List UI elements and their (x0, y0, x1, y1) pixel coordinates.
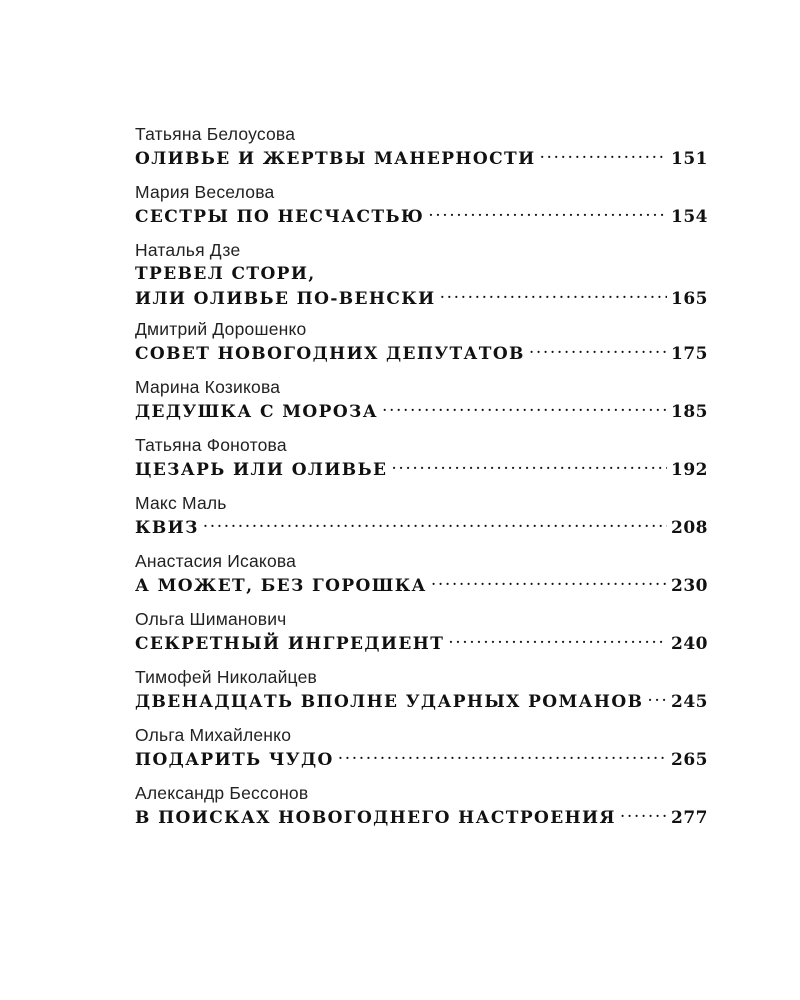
toc-title-line[interactable] (135, 805, 708, 831)
dot-leader (620, 806, 667, 823)
dot-leader (203, 516, 667, 533)
toc-entry (135, 375, 708, 433)
toc-author: Анастасия Исакова (135, 551, 297, 571)
toc-page-number: 240 (671, 634, 708, 654)
toc-page-number: 208 (671, 518, 708, 538)
toc-title-line[interactable] (135, 286, 708, 312)
toc-entry (135, 491, 708, 549)
toc-title: КВИЗ (135, 518, 199, 538)
toc-entry (135, 781, 708, 839)
dot-leader (431, 574, 667, 591)
toc-title: СЕКРЕТНЫЙ ИНГРЕДИЕНТ (135, 634, 445, 654)
toc-entry (135, 180, 708, 238)
toc-title: СЕСТРЫ ПО НЕСЧАСТЬЮ (135, 207, 425, 227)
toc-title-line[interactable] (135, 399, 708, 425)
toc-author: Марина Козикова (135, 377, 281, 397)
toc-author: Ольга Шиманович (135, 609, 287, 629)
dot-leader (391, 458, 667, 475)
toc-page-number: 277 (671, 808, 708, 828)
toc-entry (135, 433, 708, 491)
toc-entry (135, 665, 708, 723)
toc-title: А МОЖЕТ, БЕЗ ГОРОШКА (135, 576, 427, 596)
table-of-contents (135, 122, 708, 839)
toc-title-line[interactable] (135, 515, 708, 541)
dot-leader (338, 748, 667, 765)
dot-leader (529, 342, 667, 359)
toc-title: СОВЕТ НОВОГОДНИХ ДЕПУТАТОВ (135, 344, 525, 364)
toc-title-line[interactable] (135, 689, 708, 715)
toc-page-number: 151 (671, 149, 708, 169)
toc-page-number: 192 (671, 460, 708, 480)
dot-leader (382, 400, 667, 417)
dot-leader (540, 147, 667, 164)
toc-title-first-line[interactable]: ТРЕВЕЛ СТОРИ, (135, 264, 316, 284)
toc-page-number: 165 (671, 289, 708, 309)
toc-author: Ольга Михайленко (135, 725, 292, 745)
toc-title-line[interactable] (135, 204, 708, 230)
toc-author: Татьяна Фонотова (135, 435, 287, 455)
dot-leader (428, 205, 667, 222)
toc-author: Александр Бессонов (135, 783, 309, 803)
toc-page-number: 185 (671, 402, 708, 422)
toc-entry (135, 238, 708, 317)
toc-title-line[interactable] (135, 573, 708, 599)
toc-page-number: 154 (671, 207, 708, 227)
toc-entry (135, 122, 708, 180)
toc-title-line[interactable] (135, 631, 708, 657)
toc-page-number: 265 (671, 750, 708, 770)
toc-title: В ПОИСКАХ НОВОГОДНЕГО НАСТРОЕНИЯ (135, 808, 616, 828)
toc-entry (135, 549, 708, 607)
toc-title: ПОДАРИТЬ ЧУДО (135, 750, 334, 770)
toc-page-number: 230 (671, 576, 708, 596)
toc-title: ДЕДУШКА С МОРОЗА (135, 402, 378, 422)
toc-entry (135, 317, 708, 375)
dot-leader (647, 690, 667, 707)
toc-title: ДВЕНАДЦАТЬ ВПОЛНЕ УДАРНЫХ РОМАНОВ (135, 692, 644, 712)
toc-title: ИЛИ ОЛИВЬЕ ПО-ВЕНСКИ (135, 289, 436, 309)
toc-author: Тимофей Николайцев (135, 667, 318, 687)
toc-author: Дмитрий Дорошенко (135, 319, 307, 339)
toc-title: ЦЕЗАРЬ ИЛИ ОЛИВЬЕ (135, 460, 388, 480)
toc-page-number: 245 (671, 692, 708, 712)
toc-title-line[interactable] (135, 747, 708, 773)
toc-page-number: 175 (671, 344, 708, 364)
toc-title: ОЛИВЬЕ И ЖЕРТВЫ МАНЕРНОСТИ (135, 149, 536, 169)
toc-author: Наталья Дзе (135, 240, 241, 260)
toc-author: Мария Веселова (135, 182, 275, 202)
toc-title-line[interactable] (135, 341, 708, 367)
toc-title-line[interactable] (135, 457, 708, 483)
dot-leader (448, 632, 667, 649)
toc-entry (135, 723, 708, 781)
toc-title-line[interactable] (135, 146, 708, 172)
toc-author: Татьяна Белоусова (135, 124, 296, 144)
dot-leader (440, 287, 667, 304)
toc-entry (135, 607, 708, 665)
toc-author: Макс Маль (135, 493, 227, 513)
